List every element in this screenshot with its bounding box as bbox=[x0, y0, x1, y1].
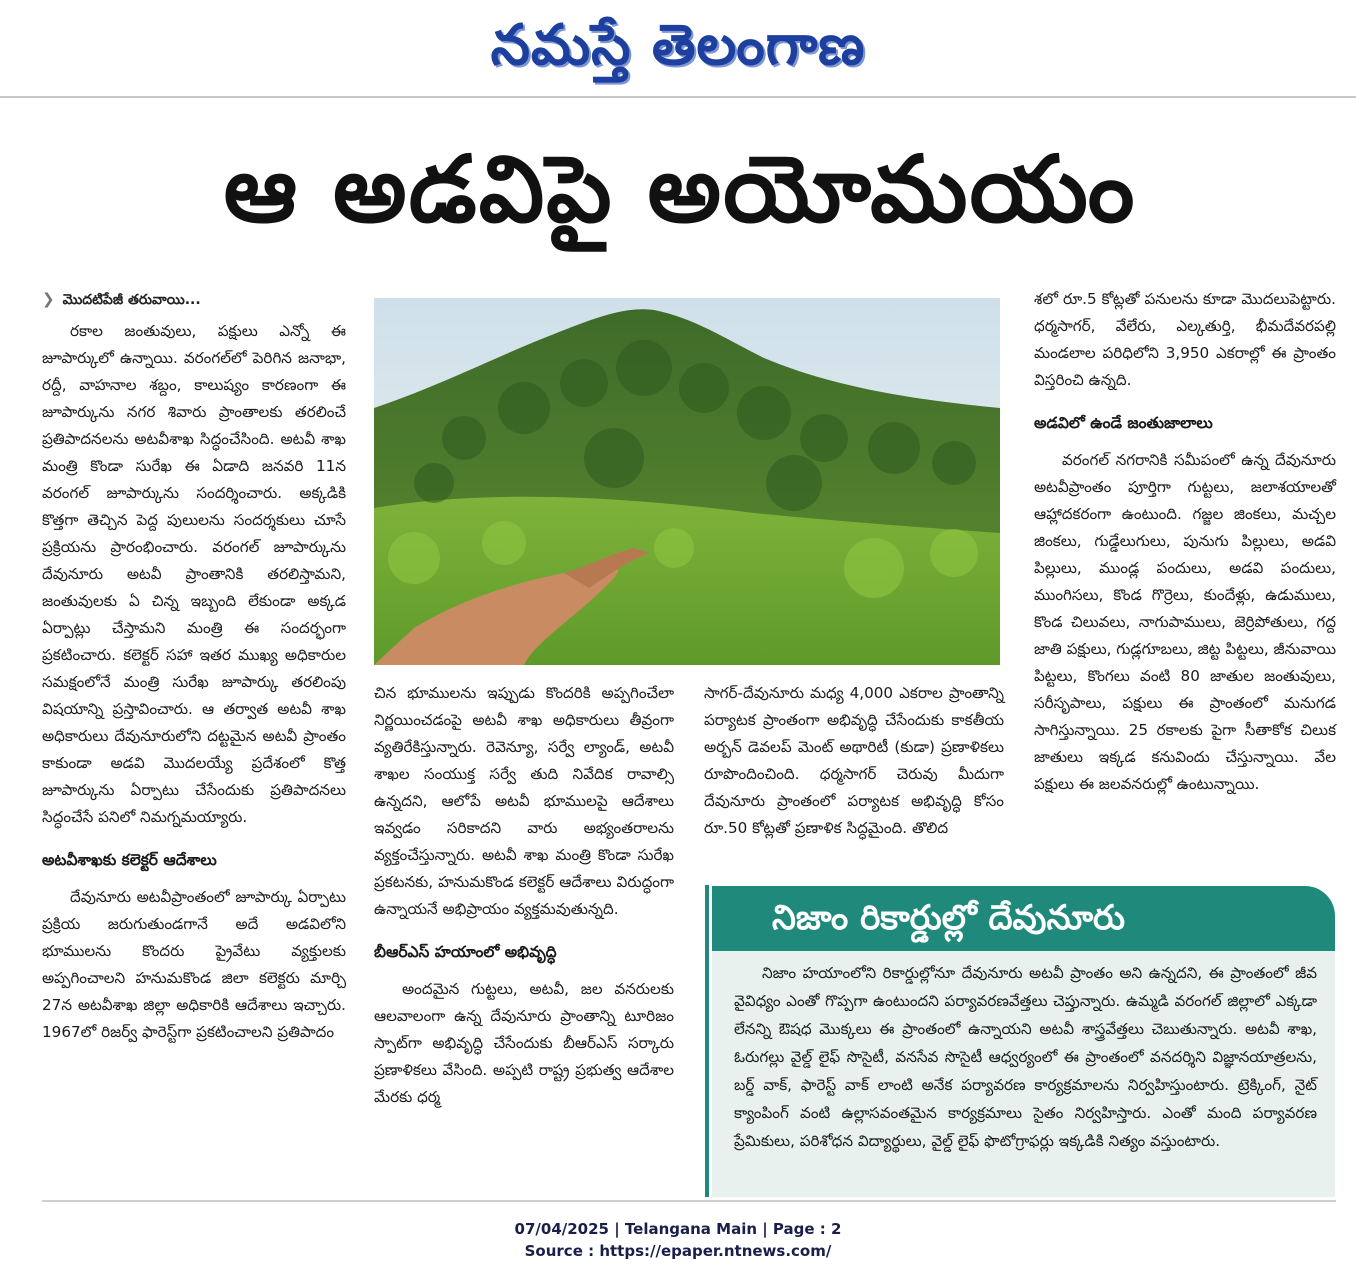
paragraph: వరంగల్ నగరానికి సమీపంలో ఉన్న దేవునూరు అటవీప్రాంతం పూర్తిగా గుట్టలు, జలాశయాలతో ఆహ్లాదకరంగా ఉంటుంది. గజ్జల జింకలు, మచ్చల జింకలు, గుడ్డేలుగులు, పునుగు పిల్లులు, అడవి పిల్లులు, ముండ్ల పందులు, అడవి పందులు, ముంగిసలు, కొండ గొర్రెలు, కుందేళ్లు, ఉడుములు, కొండ చిలువలు, నాగుపాములు, జెర్రిపోతులు, గద్ద జాతి పక్షులు, గుడ్లగూబలు, జిట్ట పిట్టలు, జీనువాయి పిట్టలు, కొంగలు వంటి 80 జాతుల జంతువులు, సరీసృపాలు, పక్షులు ఈ ప్రాంతంలో మనుగడ సాగిస్తున్నాయి. 25 రకాలకు పైగా సీతాకోక చిలుక జాతులు ఇక్కడ కనువిందు చేస్తున్నాయి. వేల పక్షులు ఈ జలవనరుల్లో ఉంటున్నాయి. bbox=[1034, 451, 1336, 793]
sidebar-box-accent bbox=[705, 885, 709, 1197]
footer-source-link[interactable]: Source : https://epaper.ntnews.com/ bbox=[524, 1242, 832, 1260]
headline: ఆ అడవిపై అయోమయం bbox=[223, 136, 1137, 243]
article-column-1 bbox=[42, 286, 346, 1046]
footer-date-line: 07/04/2025 | Telangana Main | Page : 2 bbox=[514, 1220, 842, 1238]
paragraph: శలో రూ.5 కోట్లతో పనులను కూడా మొదలుపెట్టారు. ధర్మసాగర్, వేలేరు, ఎల్కతుర్తి, భీమదేవరపల్లి మండలాల పరిధిలోని 3,950 ఎకరాల్లో ఈ ప్రాంతం విస్తరించి ఉన్నది. bbox=[1034, 290, 1336, 389]
footer bbox=[0, 1218, 1356, 1262]
subheading: అటవీశాఖకు కలెక్టర్ ఆదేశాలు bbox=[42, 851, 217, 869]
subheading: అడవిలో ఉండే జంతుజాలాలు bbox=[1034, 414, 1213, 432]
article-column-3 bbox=[704, 680, 1004, 842]
subheading: బీఆర్‌ఎస్ హయాంలో అభివృద్ధి bbox=[374, 943, 557, 961]
paragraph: రకాల జంతువులు, పక్షులు ఎన్నో ఈ జూపార్కులో ఉన్నాయి. వరంగల్‌లో పెరిగిన జనాభా, రద్దీ, వాహనాల శబ్దం, కాలుష్యం కారణంగా ఈ జూపార్కును నగర శివారు ప్రాంతాలకు తరలించే ప్రతిపాదనలను అటవీశాఖ సిద్ధంచేసింది. అటవీ శాఖ మంత్రి కొండా సురేఖ ఈ ఏడాది జనవరి 11న వరంగల్ జూపార్కును సందర్శించారు. అక్కడికి కొత్తగా తెచ్చిన పెద్ద పులులను సందర్శకులు చూసే ప్రక్రియను ప్రారంభించారు. వరంగల్ జూపార్కును దేవునూరు అటవీ ప్రాంతానికి తరలిస్తామని, జంతువులకు ఏ చిన్న ఇబ్బంది లేకుండా అక్కడ ఏర్పాట్లు చేస్తామని మంత్రి ఈ సందర్భంగా ప్రకటించారు. కలెక్టర్ సహా ఇతర ముఖ్య అధికారుల సమక్షంలోనే మంత్రి సురేఖ జూపార్కు తరలింపు విషయాన్ని ప్రస్తావించారు. ఆ తర్వాత అటవీ శాఖ అధికారులు దేవునూరులోని దట్టమైన అటవీ ప్రాంతం కాకుండా అడవి మొదలయ్యే ప్రదేశంలో కొత్త జూపార్కును ఏర్పాటు చేసేందుకు ప్రతిపాదనలు సిద్ధంచేసే పనిలో నిమగ్నమయ్యారు. bbox=[42, 322, 346, 826]
masthead-logo: నమస్తే తెలంగాణ bbox=[490, 13, 866, 78]
footer-divider bbox=[42, 1200, 1336, 1202]
article-column-4 bbox=[1034, 286, 1336, 798]
paragraph: సాగర్-దేవునూరు మధ్య 4,000 ఎకరాల ప్రాంతాన్ని పర్యాటక ప్రాంతంగా అభివృద్ధి చేసేందుకు కాకతీయ అర్బన్ డెవలప్ మెంట్ అథారిటీ (కుడా) ప్రణాళికలు రూపొందించింది. ధర్మసాగర్ చెరువు మీదుగా దేవునూరు ప్రాంతంలో పర్యాటక అభివృద్ధి కోసం రూ.50 కోట్లతో ప్రణాళిక సిద్ధమైంది. తొలిద bbox=[704, 684, 1004, 837]
continuation-kicker bbox=[42, 286, 346, 314]
sidebar-box-title: నిజాం రికార్డుల్లో దేవునూరు bbox=[712, 886, 1335, 951]
forest-hill-photo bbox=[374, 298, 1000, 665]
paragraph: అందమైన గుట్టలు, అటవీ, జల వనరులకు ఆలవాలంగా ఉన్న దేవునూరు ప్రాంతాన్ని టూరిజం స్పాట్‌గా అభివృద్ధి చేసేందుకు బీఆర్‌ఎస్ సర్కారు ప్రణాళికలు వేసింది. అప్పటి రాష్ట్ర ప్రభుత్వ ఆదేశాల మేరకు ధర్మ bbox=[374, 980, 674, 1106]
paragraph: చిన భూములను ఇప్పుడు కొందరికి అప్పగించేలా నిర్ణయించడంపై అటవీ శాఖ అధికారులు తీవ్రంగా వ్యతిరేకిస్తున్నారు. రెవెన్యూ, సర్వే ల్యాండ్, అటవీ శాఖల సంయుక్త సర్వే తుది నివేదిక రావాల్సి ఉన్నదని, ఆలోపే అటవీ భూములపై ఆదేశాలు ఇవ్వడం సరికాదని వారు అభ్యంతరాలను వ్యక్తంచేస్తున్నారు. అటవీ శాఖ మంత్రి కొండా సురేఖ ప్రకటనకు, హనుమకొండ కలెక్టర్ ఆదేశాలు విరుద్ధంగా ఉన్నాయనే అభిప్రాయం వ్యక్తమవుతున్నది. bbox=[374, 684, 674, 918]
sidebar-box-body bbox=[712, 951, 1335, 1197]
article-column-2 bbox=[374, 680, 674, 1111]
paragraph: నిజాం హయాంలోని రికార్డుల్లోనూ దేవునూరు అటవీ ప్రాంతం అని ఉన్నదని, ఈ ప్రాంతంలో జీవ వైవిధ్యం ఎంతో గొప్పగా ఉంటుందని పర్యావరణవేత్తలు చెప్తున్నారు. ఉమ్మడి వరంగల్ జిల్లాలో ఎక్కడా లేనన్ని ఔషధ మొక్కలు ఈ ప్రాంతంలో ఉన్నాయని అటవీ శాస్త్రవేత్తలు చెబుతున్నారు. అటవీ శాఖ, ఓరుగల్లు వైల్డ్ లైఫ్ సొసైటీ, వనసేవ సొసైటీ ఆధ్వర్యంలో ఈ ప్రాంతంలో వనదర్శిని విజ్ఞానయాత్రలను, బర్డ్ వాక్, ఫారెస్ట్ వాక్ లాంటి అనేక పర్యావరణ కార్యక్రమాలను నిర్వహిస్తుంటారు. ట్రెక్కింగ్, నైట్ క్యాంపింగ్ వంటి ఉల్లాసవంతమైన కార్యక్రమాలు సైతం నిర్వహిస్తారు. ఎంతో మంది పర్యావరణ ప్రేమికులు, పరిశోధన విద్యార్థులు, వైల్డ్ లైఫ్ ఫొటోగ్రాఫర్లు ఇక్కడికి నిత్యం వస్తుంటారు. bbox=[734, 964, 1317, 1150]
kicker-text: మొదటిపేజీ తరువాయి... bbox=[62, 292, 201, 308]
chevron-right-icon: ❯ bbox=[42, 290, 55, 308]
masthead-divider bbox=[0, 96, 1356, 98]
paragraph: దేవునూరు అటవీప్రాంతంలో జూపార్కు ఏర్పాటు ప్రక్రియ జరుగుతుండగానే అదే అడవిలోని భూములను కొందరు ప్రైవేటు వ్యక్తులకు అప్పగించాలని హనుమకొండ జిలా కలెక్టరు మార్చి 27న అటవీశాఖ జిల్లా అధికారికి ఆదేశాలు ఇచ్చారు. 1967లో రిజర్వ్ ఫారెస్ట్‌గా ప్రకటించాలని ప్రతిపాదం bbox=[42, 888, 346, 1041]
